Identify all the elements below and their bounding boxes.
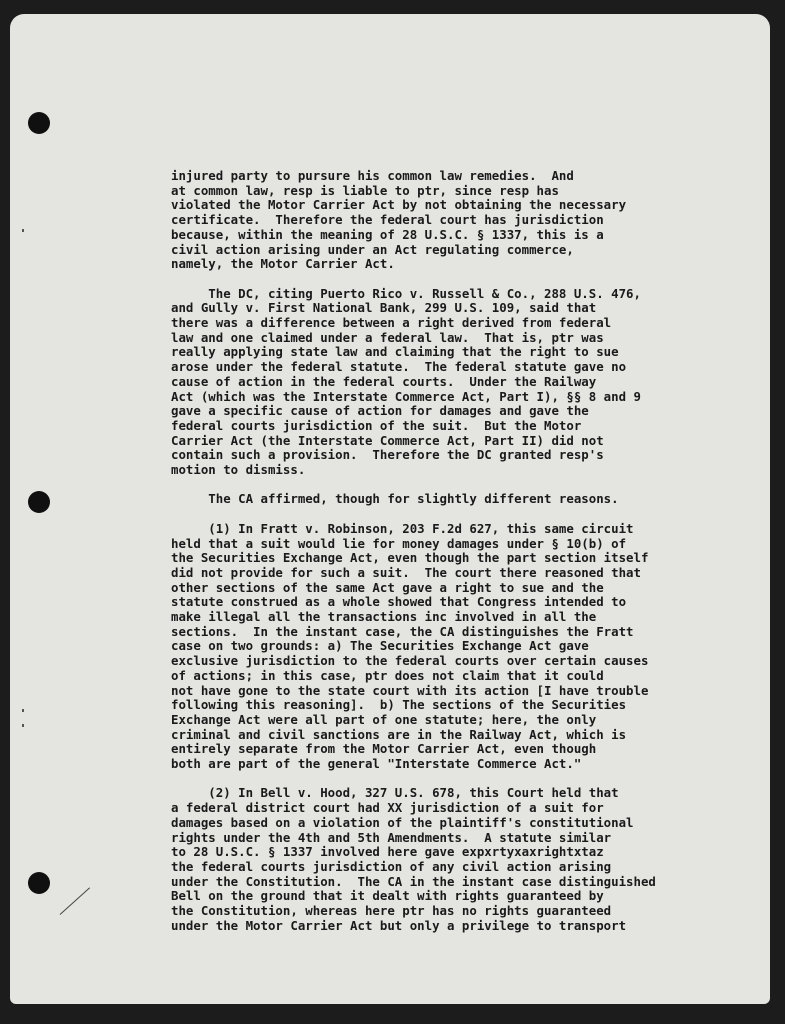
- text-line: both are part of the general "Interstate Commerce Act.": [171, 756, 582, 772]
- text-line: (2) In Bell v. Hood, 327 U.S. 678, this Court held that: [171, 785, 619, 801]
- paragraph: [171, 287, 766, 478]
- text-line: certificate. Therefore the federal court has jurisdiction: [171, 212, 604, 228]
- text-line: (1) In Fratt v. Robinson, 203 F.2d 627, this same circuit: [171, 520, 634, 536]
- text-line: other sections of the same Act gave a right to sue and the: [171, 579, 604, 595]
- paragraph: [171, 786, 766, 933]
- text-line: following this reasoning]. b) The sections of the Securities: [171, 697, 627, 713]
- text-line: Act (which was the Interstate Commerce Act, Part I), §§ 8 and 9: [171, 388, 641, 404]
- text-line: namely, the Motor Carrier Act.: [171, 256, 395, 272]
- text-line: a federal district court had XX jurisdiction of a suit for: [171, 800, 604, 816]
- text-line: Bell on the ground that it dealt with rights guaranteed by: [171, 888, 604, 904]
- paragraph: [171, 169, 766, 272]
- text-line: statute construed as a whole showed that Congress intended to: [171, 594, 627, 610]
- text-line: to 28 U.S.C. § 1337 involved here gave expxrtyxaxrightxtaz: [171, 844, 604, 860]
- text-line: Carrier Act (the Interstate Commerce Act, Part II) did not: [171, 432, 604, 448]
- text-line: civil action arising under an Act regulating commerce,: [171, 241, 574, 257]
- punch-hole: [28, 872, 50, 894]
- pencil-mark: [60, 887, 90, 915]
- text-line: at common law, resp is liable to ptr, since resp has: [171, 182, 559, 198]
- document-page: [10, 14, 770, 1004]
- text-line: case on two grounds: a) The Securities Exchange Act gave: [171, 638, 589, 654]
- punch-hole: [28, 491, 50, 513]
- text-line: violated the Motor Carrier Act by not obtaining the necessary: [171, 197, 627, 213]
- margin-mark: [22, 709, 24, 712]
- text-line: held that a suit would lie for money damages under § 10(b) of: [171, 535, 627, 551]
- text-line: exclusive jurisdiction to the federal courts over certain causes: [171, 653, 649, 669]
- text-line: rights under the 4th and 5th Amendments. A statute similar: [171, 829, 612, 845]
- margin-mark: [22, 229, 24, 232]
- text-line: of actions; in this case, ptr does not claim that it could: [171, 667, 604, 683]
- text-line: make illegal all the transactions inc involved in all the: [171, 609, 597, 625]
- text-line: there was a difference between a right derived from federal: [171, 315, 612, 331]
- text-line: because, within the meaning of 28 U.S.C. § 1337, this is a: [171, 226, 604, 242]
- text-line: criminal and civil sanctions are in the Railway Act, which is: [171, 726, 627, 742]
- paragraph: [171, 492, 766, 507]
- margin-mark: [22, 724, 24, 727]
- text-line: under the Motor Carrier Act but only a privilege to transport: [171, 917, 627, 933]
- text-line: federal courts jurisdiction of the suit. But the Motor: [171, 417, 582, 433]
- text-line: The CA affirmed, though for slightly different reasons.: [171, 491, 619, 507]
- punch-hole: [28, 112, 50, 134]
- text-line: Exchange Act were all part of one statute; here, the only: [171, 711, 597, 727]
- text-line: contain such a provision. Therefore the DC granted resp's: [171, 447, 604, 463]
- text-line: The DC, citing Puerto Rico v. Russell & Co., 288 U.S. 476,: [171, 285, 641, 301]
- text-line: did not provide for such a suit. The court there reasoned that: [171, 564, 641, 580]
- text-line: cause of action in the federal courts. Under the Railway: [171, 373, 597, 389]
- paragraph: [171, 522, 766, 772]
- text-line: motion to dismiss.: [171, 462, 306, 478]
- text-line: law and one claimed under a federal law. That is, ptr was: [171, 329, 604, 345]
- text-line: under the Constitution. The CA in the instant case distinguished: [171, 873, 656, 889]
- text-line: really applying state law and claiming that the right to sue: [171, 344, 619, 360]
- text-line: the Securities Exchange Act, even though the part section itself: [171, 550, 649, 566]
- text-line: arose under the federal statute. The federal statute gave no: [171, 359, 627, 375]
- text-line: gave a specific cause of action for damages and gave the: [171, 403, 589, 419]
- text-line: the federal courts jurisdiction of any civil action arising: [171, 858, 612, 874]
- text-line: the Constitution, whereas here ptr has no rights guaranteed: [171, 903, 612, 919]
- text-line: damages based on a violation of the plaintiff's constitutional: [171, 814, 634, 830]
- text-line: not have gone to the state court with its action [I have trouble: [171, 682, 649, 698]
- text-line: and Gully v. First National Bank, 299 U.S. 109, said that: [171, 300, 597, 316]
- text-line: entirely separate from the Motor Carrier Act, even though: [171, 741, 597, 757]
- text-line: injured party to pursure his common law remedies. And: [171, 168, 574, 183]
- typed-memo-text: [171, 169, 766, 948]
- text-line: sections. In the instant case, the CA distinguishes the Fratt: [171, 623, 634, 639]
